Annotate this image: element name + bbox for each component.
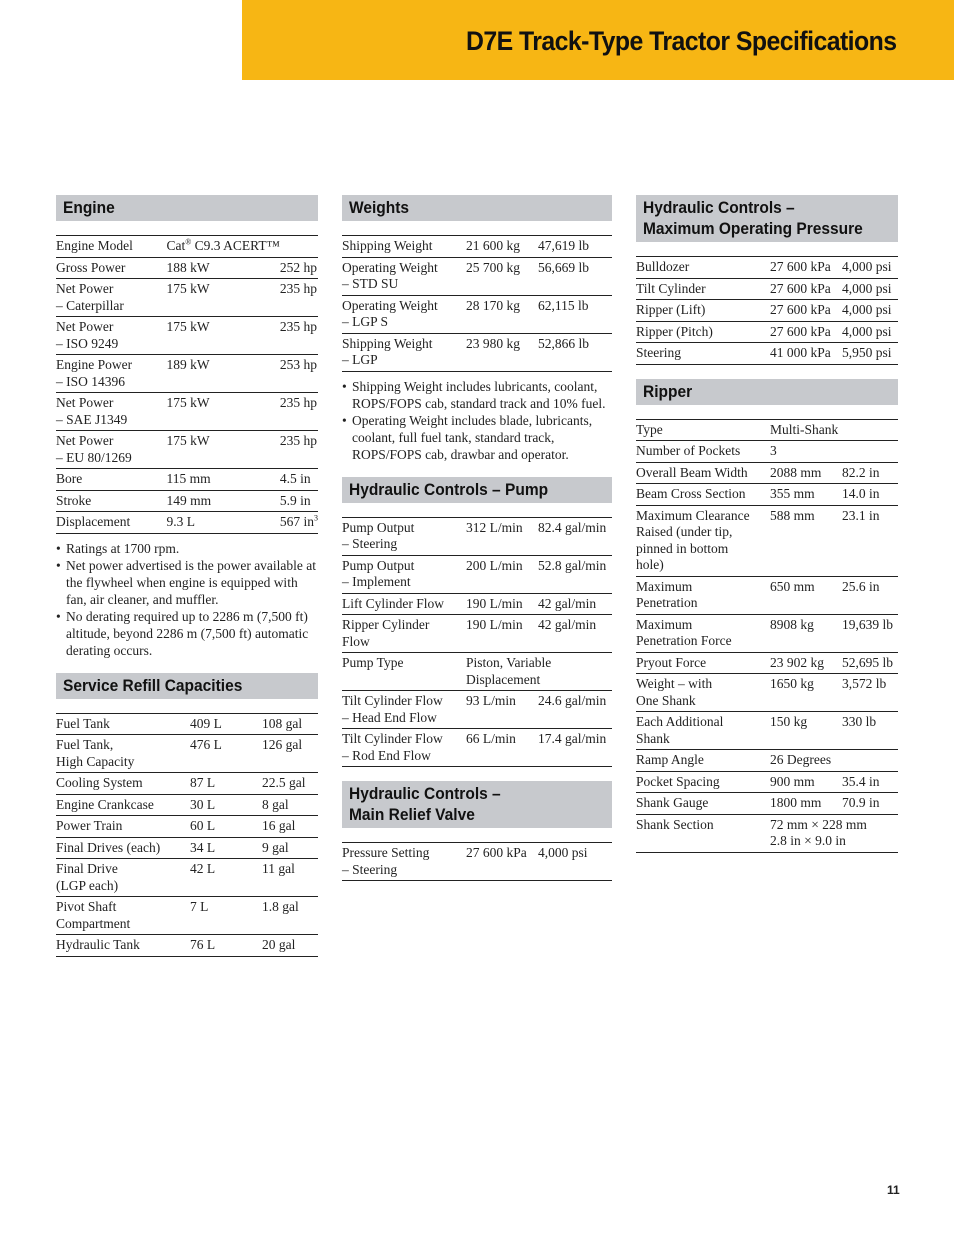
table-row — [342, 615, 612, 653]
table-row — [342, 257, 612, 295]
spec-imperial-value: 4,000 psi — [842, 300, 898, 322]
refill-heading: Service Refill Capacities — [56, 673, 318, 701]
refill-table — [56, 713, 318, 957]
table-row — [56, 897, 318, 935]
spec-metric-value: 175 kW — [166, 317, 279, 355]
spec-imperial-value: 3,572 lb — [842, 674, 898, 712]
spec-label: Pressure Setting – Steering — [342, 843, 466, 881]
spec-label: Net Power – EU 80/1269 — [56, 431, 166, 469]
refill-section — [56, 673, 318, 957]
spec-imperial-value: 126 gal — [262, 735, 318, 773]
spec-metric-value: 8908 kg — [770, 614, 842, 652]
spec-imperial-value: 56,669 lb — [538, 257, 612, 295]
table-row — [342, 517, 612, 555]
spec-metric-value: 190 L/min — [466, 615, 538, 653]
spec-imperial-value: 62,115 lb — [538, 295, 612, 333]
relief-heading: Hydraulic Controls – Main Relief Valve — [342, 781, 612, 830]
spec-label: Ripper Cylinder Flow — [342, 615, 466, 653]
spec-metric-value: 28 170 kg — [466, 295, 538, 333]
table-row — [342, 295, 612, 333]
spec-label: Cooling System — [56, 773, 190, 795]
spec-label: Operating Weight – STD SU — [342, 257, 466, 295]
spec-label: Each Additional Shank — [636, 712, 770, 750]
table-row — [636, 484, 898, 506]
spec-imperial-value — [280, 236, 318, 258]
spec-imperial-value: 47,619 lb — [538, 236, 612, 258]
table-row — [56, 816, 318, 838]
spec-label: Overall Beam Width — [636, 462, 770, 484]
spec-label: Engine Crankcase — [56, 794, 190, 816]
weights-table — [342, 235, 612, 372]
spec-metric-value: 175 kW — [166, 279, 279, 317]
spec-metric-value: 60 L — [190, 816, 262, 838]
spec-metric-value: Multi-Shank — [770, 419, 898, 441]
spec-metric-value: 190 L/min — [466, 593, 538, 615]
spec-label: Net Power – SAE J1349 — [56, 393, 166, 431]
spec-label: Final Drives (each) — [56, 837, 190, 859]
title-banner — [242, 0, 954, 80]
spec-metric-value: 900 mm — [770, 771, 842, 793]
spec-metric-value: 175 kW — [166, 431, 279, 469]
table-row — [636, 321, 898, 343]
table-row — [56, 794, 318, 816]
spec-label: Engine Model — [56, 236, 166, 258]
spec-imperial-value: 235 hp — [280, 431, 318, 469]
spec-metric-value: 41 000 kPa — [770, 343, 842, 365]
spec-metric-value: 26 Degrees — [770, 750, 898, 772]
maxpressure-heading: Hydraulic Controls – Maximum Operating Pressure — [636, 195, 898, 244]
spec-label: Engine Power – ISO 14396 — [56, 355, 166, 393]
table-row — [636, 576, 898, 614]
spec-label: Operating Weight – LGP S — [342, 295, 466, 333]
spec-imperial-value: 330 lb — [842, 712, 898, 750]
spec-label: Final Drive (LGP each) — [56, 859, 190, 897]
table-row — [56, 773, 318, 795]
spec-metric-value: 42 L — [190, 859, 262, 897]
spec-imperial-value: 70.9 in — [842, 793, 898, 815]
table-row — [342, 333, 612, 371]
pump-heading: Hydraulic Controls – Pump — [342, 477, 612, 505]
spec-imperial-value: 235 hp — [280, 279, 318, 317]
spec-label: Ripper (Pitch) — [636, 321, 770, 343]
spec-metric-value: 1650 kg — [770, 674, 842, 712]
table-row — [636, 419, 898, 441]
table-row — [56, 512, 318, 534]
spec-metric-value: 27 600 kPa — [770, 321, 842, 343]
table-row — [342, 729, 612, 767]
spec-imperial-value: 253 hp — [280, 355, 318, 393]
spec-imperial-value: 9 gal — [262, 837, 318, 859]
table-row — [636, 771, 898, 793]
spec-label: Net Power – ISO 9249 — [56, 317, 166, 355]
table-row — [342, 843, 612, 881]
spec-imperial-value: 5.9 in — [280, 490, 318, 512]
table-row — [56, 735, 318, 773]
page-title: D7E Track-Type Tractor Specifications — [466, 26, 897, 56]
spec-metric-value: 9.3 L — [166, 512, 279, 534]
table-row — [56, 393, 318, 431]
spec-imperial-value: 11 gal — [262, 859, 318, 897]
spec-imperial-value: 4,000 psi — [842, 257, 898, 279]
table-row — [56, 469, 318, 491]
spec-metric-value: 1800 mm — [770, 793, 842, 815]
engine-heading: Engine — [56, 195, 318, 223]
spec-imperial-value: 4,000 psi — [842, 321, 898, 343]
spec-metric-value: 150 kg — [770, 712, 842, 750]
spec-label: Net Power – Caterpillar — [56, 279, 166, 317]
table-row — [636, 750, 898, 772]
table-row — [636, 462, 898, 484]
spec-metric-value: 27 600 kPa — [466, 843, 538, 881]
table-row — [56, 279, 318, 317]
note-item: • Shipping Weight includes lubricants, coolant, ROPS/FOPS cab, standard track and 10% fuel. — [342, 378, 612, 412]
spec-imperial-value: 252 hp — [280, 257, 318, 279]
spec-label: Fuel Tank, High Capacity — [56, 735, 190, 773]
table-row — [636, 441, 898, 463]
spec-label: Ripper (Lift) — [636, 300, 770, 322]
table-row — [636, 793, 898, 815]
spec-imperial-value: 19,639 lb — [842, 614, 898, 652]
note-item: • Ratings at 1700 rpm. — [56, 540, 318, 557]
relief-table — [342, 842, 612, 881]
spec-metric-value: 188 kW — [166, 257, 279, 279]
spec-metric-value: 23 980 kg — [466, 333, 538, 371]
spec-label: Fuel Tank — [56, 713, 190, 735]
spec-metric-value: 27 600 kPa — [770, 300, 842, 322]
spec-label: Tilt Cylinder — [636, 278, 770, 300]
spec-imperial-value — [842, 441, 898, 463]
pump-section — [342, 477, 612, 768]
spec-metric-value: 27 600 kPa — [770, 278, 842, 300]
column-right — [636, 195, 898, 867]
spec-imperial-value: 4.5 in — [280, 469, 318, 491]
spec-label: Weight – with One Shank — [636, 674, 770, 712]
note-item: • Net power advertised is the power available at the flywheel when engine is equipped with fan, air cleaner, and muffler. — [56, 557, 318, 608]
spec-label: Maximum Penetration — [636, 576, 770, 614]
spec-metric-value: 25 700 kg — [466, 257, 538, 295]
table-row — [56, 859, 318, 897]
spec-imperial-value: 235 hp — [280, 317, 318, 355]
spec-imperial-value: 42 gal/min — [538, 593, 612, 615]
spec-metric-value: 2088 mm — [770, 462, 842, 484]
spec-metric-value: Piston, Variable Displacement — [466, 653, 612, 691]
spec-label: Maximum Clearance Raised (under tip, pinned in bottom hole) — [636, 505, 770, 576]
spec-metric-value: 476 L — [190, 735, 262, 773]
spec-imperial-value: 22.5 gal — [262, 773, 318, 795]
spec-label: Gross Power — [56, 257, 166, 279]
spec-label: Displacement — [56, 512, 166, 534]
table-row — [636, 343, 898, 365]
spec-imperial-value: 23.1 in — [842, 505, 898, 576]
spec-metric-value: 588 mm — [770, 505, 842, 576]
spec-imperial-value: 4,000 psi — [842, 278, 898, 300]
spec-metric-value: 650 mm — [770, 576, 842, 614]
spec-label: Number of Pockets — [636, 441, 770, 463]
table-row — [56, 257, 318, 279]
spec-imperial-value: 25.6 in — [842, 576, 898, 614]
engine-section — [56, 195, 318, 659]
table-row — [342, 236, 612, 258]
spec-metric-value: 355 mm — [770, 484, 842, 506]
spec-metric-value: 7 L — [190, 897, 262, 935]
weights-notes — [342, 378, 612, 463]
spec-imperial-value: 1.8 gal — [262, 897, 318, 935]
spec-imperial-value: 16 gal — [262, 816, 318, 838]
column-left — [56, 195, 318, 971]
table-row — [636, 278, 898, 300]
spec-imperial-value: 4,000 psi — [538, 843, 612, 881]
spec-label: Pryout Force — [636, 652, 770, 674]
spec-imperial-value: 52,695 lb — [842, 652, 898, 674]
spec-metric-value: 93 L/min — [466, 691, 538, 729]
table-row — [342, 555, 612, 593]
spec-label: Type — [636, 419, 770, 441]
table-row — [636, 652, 898, 674]
spec-metric-value: Cat® C9.3 ACERT™ — [166, 236, 279, 258]
table-row — [56, 431, 318, 469]
table-row — [56, 236, 318, 258]
spec-imperial-value: 20 gal — [262, 935, 318, 957]
table-row — [56, 355, 318, 393]
spec-label: Maximum Penetration Force — [636, 614, 770, 652]
spec-label: Pocket Spacing — [636, 771, 770, 793]
spec-metric-value: 23 902 kg — [770, 652, 842, 674]
note-item: • Operating Weight includes blade, lubricants, coolant, full fuel tank, standard track, ROPS/FOPS cab, drawbar and operator. — [342, 412, 612, 463]
relief-section — [342, 781, 612, 881]
spec-metric-value: 409 L — [190, 713, 262, 735]
spec-imperial-value: 14.0 in — [842, 484, 898, 506]
table-row — [636, 614, 898, 652]
spec-imperial-value: 17.4 gal/min — [538, 729, 612, 767]
spec-label: Tilt Cylinder Flow – Head End Flow — [342, 691, 466, 729]
spec-label: Pump Type — [342, 653, 466, 691]
spec-label: Stroke — [56, 490, 166, 512]
table-row — [342, 653, 612, 691]
table-row — [56, 317, 318, 355]
spec-metric-value: 312 L/min — [466, 517, 538, 555]
table-row — [636, 300, 898, 322]
spec-metric-value: 72 mm × 228 mm 2.8 in × 9.0 in — [770, 814, 898, 852]
ripper-table — [636, 419, 898, 853]
spec-label: Shipping Weight – LGP — [342, 333, 466, 371]
spec-metric-value: 21 600 kg — [466, 236, 538, 258]
spec-metric-value: 87 L — [190, 773, 262, 795]
weights-section — [342, 195, 612, 463]
spec-imperial-value: 52.8 gal/min — [538, 555, 612, 593]
spec-imperial-value: 108 gal — [262, 713, 318, 735]
weights-heading: Weights — [342, 195, 612, 223]
spec-metric-value: 189 kW — [166, 355, 279, 393]
note-item: • No derating required up to 2286 m (7,500 ft) altitude, beyond 2286 m (7,500 ft) automatic derating occurs. — [56, 608, 318, 659]
table-row — [56, 935, 318, 957]
spec-label: Lift Cylinder Flow — [342, 593, 466, 615]
spec-imperial-value: 235 hp — [280, 393, 318, 431]
pump-table — [342, 517, 612, 768]
spec-metric-value: 76 L — [190, 935, 262, 957]
spec-label: Pump Output – Steering — [342, 517, 466, 555]
table-row — [636, 257, 898, 279]
table-row — [342, 691, 612, 729]
spec-label: Steering — [636, 343, 770, 365]
spec-label: Tilt Cylinder Flow – Rod End Flow — [342, 729, 466, 767]
spec-metric-value: 30 L — [190, 794, 262, 816]
spec-label: Ramp Angle — [636, 750, 770, 772]
table-row — [56, 837, 318, 859]
table-row — [342, 593, 612, 615]
column-middle — [342, 195, 612, 895]
spec-label: Pump Output – Implement — [342, 555, 466, 593]
engine-notes — [56, 540, 318, 659]
spec-imperial-value: 5,950 psi — [842, 343, 898, 365]
spec-imperial-value: 82.4 gal/min — [538, 517, 612, 555]
spec-metric-value: 115 mm — [166, 469, 279, 491]
spec-imperial-value: 35.4 in — [842, 771, 898, 793]
spec-label: Shank Section — [636, 814, 770, 852]
table-row — [636, 712, 898, 750]
spec-imperial-value: 8 gal — [262, 794, 318, 816]
spec-label: Power Train — [56, 816, 190, 838]
spec-label: Pivot Shaft Compartment — [56, 897, 190, 935]
spec-imperial-value: 567 $in^3$ — [280, 512, 318, 534]
page-number: 11 — [887, 1183, 900, 1197]
table-row — [636, 814, 898, 852]
spec-imperial-value: 42 gal/min — [538, 615, 612, 653]
engine-table — [56, 235, 318, 534]
spec-metric-value: 3 — [770, 441, 842, 463]
table-row — [56, 490, 318, 512]
spec-metric-value: 200 L/min — [466, 555, 538, 593]
spec-imperial-value: 52,866 lb — [538, 333, 612, 371]
spec-label: Hydraulic Tank — [56, 935, 190, 957]
spec-label: Bore — [56, 469, 166, 491]
spec-imperial-value: 82.2 in — [842, 462, 898, 484]
ripper-heading: Ripper — [636, 379, 898, 407]
table-row — [636, 674, 898, 712]
spec-label: Shank Gauge — [636, 793, 770, 815]
table-row — [56, 713, 318, 735]
spec-imperial-value: 24.6 gal/min — [538, 691, 612, 729]
spec-metric-value: 27 600 kPa — [770, 257, 842, 279]
spec-metric-value: 66 L/min — [466, 729, 538, 767]
spec-metric-value: 34 L — [190, 837, 262, 859]
spec-label: Shipping Weight — [342, 236, 466, 258]
maxpressure-table — [636, 256, 898, 365]
spec-metric-value: 149 mm — [166, 490, 279, 512]
table-row — [636, 505, 898, 576]
spec-label: Beam Cross Section — [636, 484, 770, 506]
spec-label: Bulldozer — [636, 257, 770, 279]
ripper-section — [636, 379, 898, 853]
maxpressure-section — [636, 195, 898, 365]
spec-metric-value: 175 kW — [166, 393, 279, 431]
